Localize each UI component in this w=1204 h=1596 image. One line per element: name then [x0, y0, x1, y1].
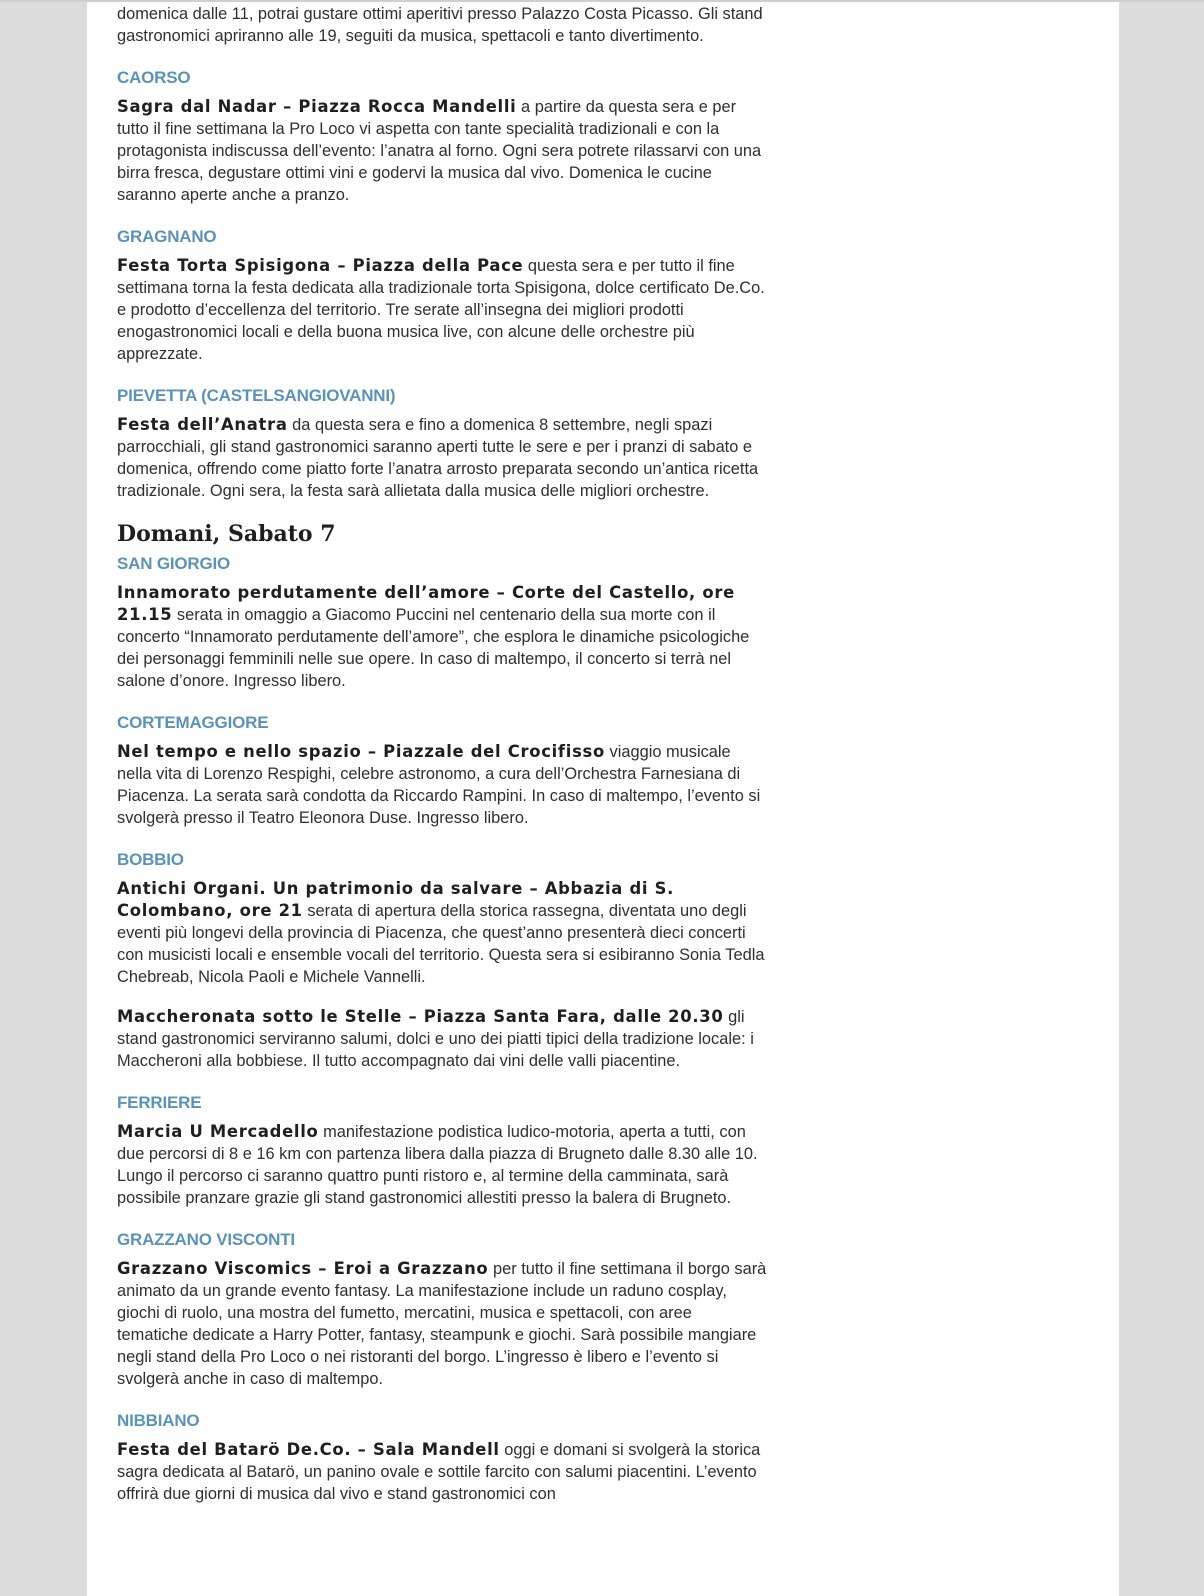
section-gragnano [117, 226, 767, 365]
town-heading: BOBBIO [117, 850, 184, 869]
section-bobbio [117, 849, 767, 1072]
town-heading: CAORSO [117, 68, 191, 87]
section-grazzano-visconti [117, 1229, 767, 1390]
town-heading: FERRIERE [117, 1093, 202, 1112]
town-heading: GRAZZANO VISCONTI [117, 1230, 295, 1249]
event-description: serata di apertura della storica rassegna, diventata uno degli eventi più longevi della provincia di Piacenza, che quest’anno presenterà dieci concerti con musicisti locali e ensemble vocali del territorio. Questa sera si esibiranno Sonia Tedla Chebreab, Nicola Paoli e Michele Vannelli. [117, 902, 765, 986]
event-paragraph [117, 1121, 767, 1209]
section-pievetta [117, 385, 767, 502]
event-description: serata in omaggio a Giacomo Puccini nel centenario della sua morte con il concerto “Innamorato perdutamente dell’amore”, che esplora le dinamiche psicologiche dei personaggi femminili nelle sue opere. In caso di maltempo, il concerto si terrà nel salone d’onore. Ingresso libero. [117, 606, 750, 690]
town-heading: GRAGNANO [117, 227, 217, 246]
town-heading: NIBBIANO [117, 1411, 200, 1430]
event-title: Maccheronata sotto le Stelle – Piazza Santa Fara, dalle 20.30 [117, 1007, 724, 1026]
event-title: Grazzano Viscomics – Eroi a Grazzano [117, 1259, 489, 1278]
event-title: Marcia U Mercadello [117, 1122, 319, 1141]
town-heading: CORTEMAGGIORE [117, 713, 269, 732]
section-nibbiano [117, 1410, 767, 1505]
event-description: manifestazione podistica ludico-motoria, aperta a tutti, con due percorsi di 8 e 16 km con partenza libera dalla piazza di Brugneto dalle 8.30 alle 10. Lungo il percorso ci saranno quattro punti ristoro e, al termine della camminata, sarà possibile pranzare grazie gli stand gastronomici allestiti presso la balera di Brugneto. [117, 1123, 758, 1207]
event-title: Sagra dal Nadar – Piazza Rocca Mandelli [117, 97, 517, 116]
day-heading: Domani, Sabato 7 [117, 521, 336, 547]
event-paragraph [117, 1439, 767, 1505]
event-paragraph [117, 878, 767, 988]
town-heading: SAN GIORGIO [117, 554, 231, 573]
event-paragraph [117, 414, 767, 502]
event-description: gli stand gastronomici serviranno salumi, dolci e uno dei piatti tipici della tradizione locale: i Maccheroni alla bobbiese. Il tutto accompagnato dai vini delle valli piacentine. [117, 1008, 754, 1070]
document-page [87, 2, 1119, 1596]
event-description: per tutto il fine settimana il borgo sarà animato da un grande evento fantasy. La manifestazione include un raduno cosplay, giochi di ruolo, una mostra del fumetto, mercatini, musica e spettacoli, con aree tematiche dedicate a Harry Potter, fantasy, steampunk e giochi. Sarà possibile mangiare negli stand della Pro Loco o nei ristoranti del borgo. L’ingresso è libero e l’evento si svolgerà anche in caso di maltempo. [117, 1260, 767, 1388]
event-paragraph [117, 741, 767, 829]
event-paragraph [117, 1006, 767, 1072]
intro-paragraph: domenica dalle 11, potrai gustare ottimi aperitivi presso Palazzo Costa Picasso. Gli stand gastronomici apriranno alle 19, seguiti da musica, spettacoli e tanto divertimento. [117, 5, 763, 45]
section-caorso [117, 67, 767, 206]
event-paragraph [117, 1258, 767, 1390]
section-cortemaggiore [117, 712, 767, 829]
event-description: viaggio musicale nella vita di Lorenzo Respighi, celebre astronomo, a cura dell’Orchestra Farnesiana di Piacenza. La serata sarà condotta da Riccardo Rampini. In caso di maltempo, l’evento si svolgerà presso il Teatro Eleonora Duse. Ingresso libero. [117, 743, 761, 827]
section-san-giorgio [117, 553, 767, 692]
town-heading: PIEVETTA (CASTELSANGIOVANNI) [117, 386, 396, 405]
section-ferriere [117, 1092, 767, 1209]
article-content [117, 2, 767, 1525]
event-description: oggi e domani si svolgerà la storica sagra dedicata al Batarö, un panino ovale e sottile farcito con salumi piacentini. L’evento offrirà due giorni di musica dal vivo e stand gastronomici con [117, 1441, 761, 1503]
event-title: Festa Torta Spisigona – Piazza della Pace [117, 256, 524, 275]
event-paragraph [117, 96, 767, 206]
event-title: Innamorato perdutamente dell’amore – Corte del Castello, ore 21.15 [117, 583, 735, 624]
event-description: a partire da questa sera e per tutto il fine settimana la Pro Loco vi aspetta con tante specialità tradizionali e con la protagonista indiscussa dell’evento: l’anatra al forno. Ogni sera potrete rilassarvi con una birra fresca, degustare ottimi vini e godervi la musica dal vivo. Domenica le cucine saranno aperte anche a pranzo. [117, 98, 762, 204]
event-paragraph [117, 255, 767, 365]
event-title: Nel tempo e nello spazio – Piazzale del Crocifisso [117, 742, 605, 761]
event-title: Festa dell’Anatra [117, 415, 288, 434]
event-description: questa sera e per tutto il fine settimana torna la festa dedicata alla tradizionale torta Spisigona, dolce certificato De.Co. e prodotto d’eccellenza del territorio. Tre serate all’insegna dei migliori prodotti enogastronomici locali e della buona musica live, con alcune delle orchestre più apprezzate. [117, 257, 765, 363]
event-description: da questa sera e fino a domenica 8 settembre, negli spazi parrocchiali, gli stand gastronomici saranno aperti tutte le sere e per i pranzi di sabato e domenica, offrendo come piatto forte l’anatra arrosto preparata secondo un’antica ricetta tradizionale. Ogni sera, la festa sarà allietata dalla musica delle migliori orchestre. [117, 416, 759, 500]
event-paragraph [117, 582, 767, 692]
event-title: Antichi Organi. Un patrimonio da salvare – Abbazia di S. Colombano, ore 21 [117, 879, 675, 920]
event-title: Festa del Batarö De.Co. – Sala Mandell [117, 1440, 500, 1459]
